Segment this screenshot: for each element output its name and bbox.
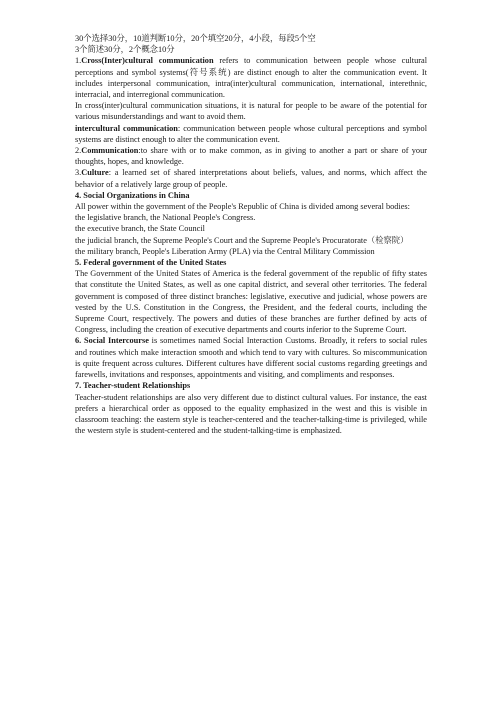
- section-4-item: the executive branch, the State Council: [75, 224, 205, 234]
- section-2-number: 2.: [75, 146, 82, 156]
- section-3-definition: [75, 167, 427, 189]
- intro-line-2: 3个简述30分，2个概念10分: [75, 45, 175, 55]
- intro-line-1: 30个选择30分，10道判断10分，20个填空20分，4小段，每段5个空: [75, 34, 316, 43]
- section-1-definition-2: [75, 123, 427, 145]
- section-7-body: Teacher-student relationships are also very different due to distinct cultural values. For instance, the east prefers a hierarchical order as opposed to the equality emphasized in the west and this is visible in classroom teaching: the eastern style is teacher-centered and the teacher-talking-time is privileged, while the western style is student-centered and the student-talking-time is emphasized.: [75, 392, 427, 436]
- section-5-heading: [75, 257, 427, 268]
- section-6-title: Social Intercourse: [84, 336, 149, 346]
- section-5-title: Federal government of the United States: [83, 258, 227, 268]
- section-1-text: refers to communication between people whose cultural perceptions and symbol systems(符号系统) are distinct enough to alter the communication event. It includes interpersonal communication, intra(inter)cultural communication, international, interethnic, interracial, and interregional communication.: [75, 56, 428, 100]
- section-4-heading: [75, 190, 427, 201]
- section-4-item: the military branch, People's Liberation Army (PLA) via the Central Military Commission: [75, 246, 375, 256]
- section-3-text: : a learned set of shared interpretations about beliefs, values, and norms, which affect the behavior of a relatively large group of people.: [75, 168, 427, 189]
- section-1-note: In cross(inter)cultural communication situations, it is natural for people to be aware of the potential for various misunderstandings and want to avoid them.: [75, 101, 427, 122]
- section-3-number: 3.: [75, 168, 82, 178]
- section-1-definition: [75, 55, 427, 100]
- section-4-title: Social Organizations in China: [83, 190, 190, 200]
- section-6-paragraph: [75, 335, 427, 380]
- document-page: [75, 33, 427, 436]
- section-7-title: Teacher-student Relationships: [83, 381, 191, 391]
- section-6-body: is sometimes named Social Interaction Customs. Broadly, it refers to social rules and routines which make interaction smooth and which tend to vary with cultures. So miscommunication is quite frequent across cultures. Different cultures have different social customs regarding greetings and farewells, invitations and responses, appointments and visiting, and compliments and responses.: [75, 336, 428, 380]
- section-2-text: :to share with or to make common, as in giving to another a part or share of your thoughts, hopes, and knowledge.: [75, 146, 427, 167]
- section-3-term: Culture: [81, 168, 109, 178]
- section-6-number: 6.: [75, 336, 85, 346]
- section-7-number: 7.: [75, 381, 84, 391]
- section-4-item: the judicial branch, the Supreme People's Court and the Supreme People's Procuratorate（检察院）: [75, 235, 409, 245]
- section-1-term: Cross(Inter)cultural communication: [81, 56, 214, 66]
- section-4-item: the legislative branch, the National People's Congress.: [75, 213, 256, 223]
- section-4-number: 4.: [75, 190, 84, 200]
- section-1-text-2: : communication between people whose cultural perceptions and symbol systems are distinct enough to alter the communication event.: [75, 123, 428, 144]
- section-5-body: The Government of the United States of America is the federal government of the republic of fifty states that constitute the United States, as well as one capital district, and several other territories. The federal government is composed of three distinct branches: legislative, executive and judicial, whose powers are vested by the U.S. Constitution in the Congress, the President, and the federal courts, including the Supreme Court, respectively. The powers and duties of these branches are further defined by acts of Congress, including the creation of executive departments and courts inferior to the Supreme Court.: [75, 269, 427, 335]
- section-1-term-2: intercultural communication: [75, 123, 178, 133]
- section-2-term: Communication: [81, 146, 139, 156]
- section-5-number: 5.: [75, 258, 84, 268]
- section-4-intro: All power within the government of the People's Republic of China is divided among several bodies:: [75, 202, 410, 212]
- section-1-number: 1.: [75, 56, 82, 66]
- section-7-heading: [75, 380, 427, 391]
- section-2-definition: [75, 145, 427, 167]
